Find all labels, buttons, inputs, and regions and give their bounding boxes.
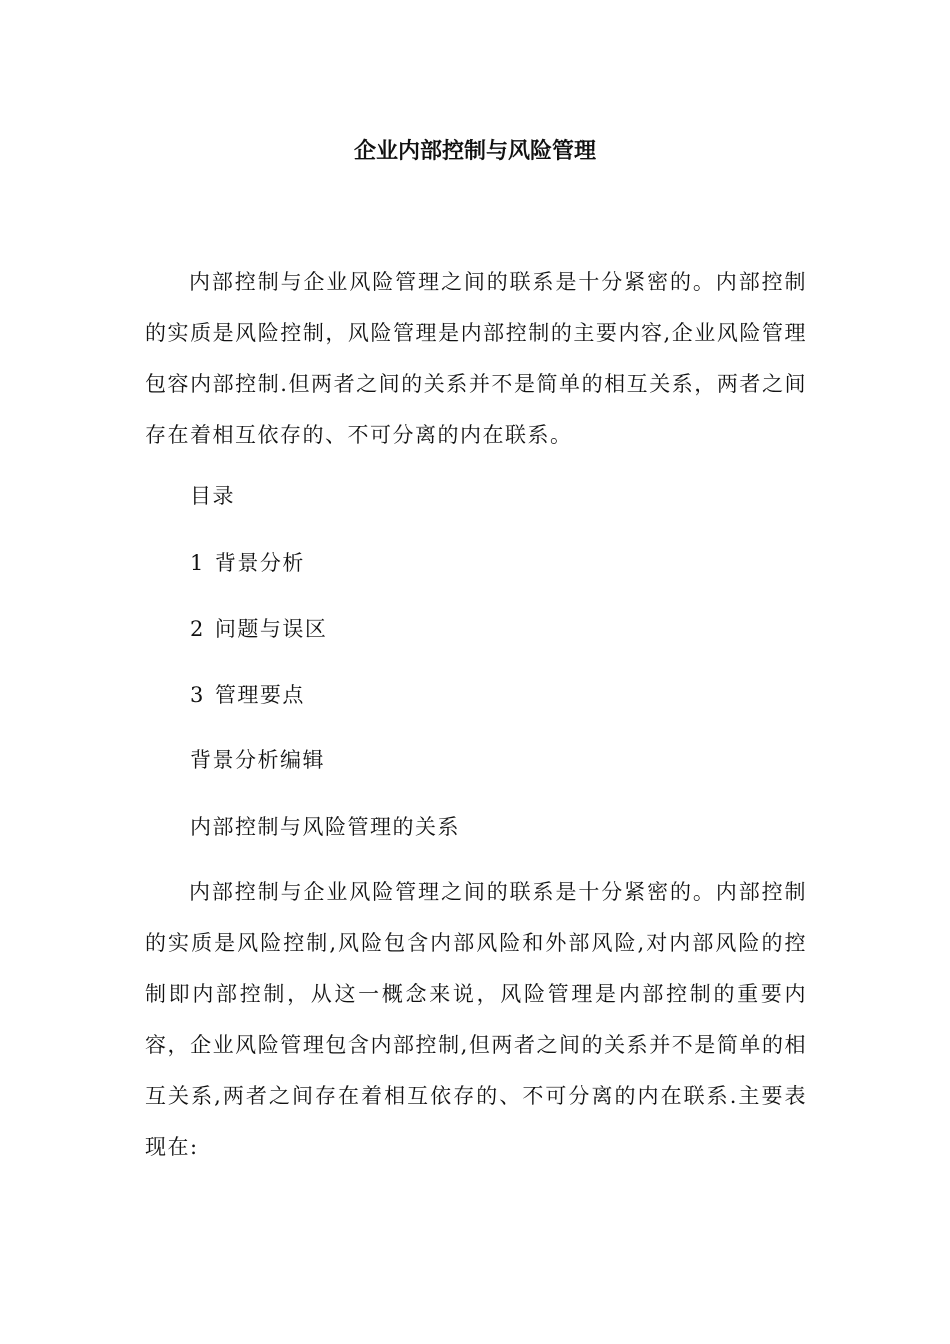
intro-paragraph: 内部控制与企业风险管理之间的联系是十分紧密的。内部控制的实质是风险控制，风险管理是内部控制的主要内容,企业风险管理包容内部控制.但两者之间的关系并不是简单的相互关系，两者之间存在着相互依存的、不可分离的内在联系。 (145, 270, 807, 447)
toc-item-label: 管理要点 (214, 683, 305, 707)
subsection-heading: 内部控制与风险管理的关系 (190, 815, 460, 839)
body-paragraph: 内部控制与企业风险管理之间的联系是十分紧密的。内部控制的实质是风险控制,风险包含内部风险和外部风险,对内部风险的控制即内部控制，从这一概念来说，风险管理是内部控制的重要内容，企业风险管理包含内部控制,但两者之间的关系并不是简单的相互关系,两者之间存在着相互依存的、不可分离的内在联系.主要表现在: (145, 880, 807, 1159)
toc-item-label: 背景分析 (214, 551, 305, 575)
toc-heading: 目录 (190, 484, 235, 508)
toc-item-number: 1 (190, 551, 205, 575)
toc-item-1[interactable] (190, 548, 305, 578)
toc-item-label: 问题与误区 (214, 617, 328, 641)
document-title: 企业内部控制与风险管理 (353, 138, 596, 164)
toc-item-2[interactable] (190, 614, 327, 644)
toc-item-number: 2 (190, 617, 205, 641)
toc-item-number: 3 (190, 683, 205, 707)
section-heading: 背景分析编辑 (190, 748, 325, 772)
toc-item-3[interactable] (190, 680, 305, 710)
